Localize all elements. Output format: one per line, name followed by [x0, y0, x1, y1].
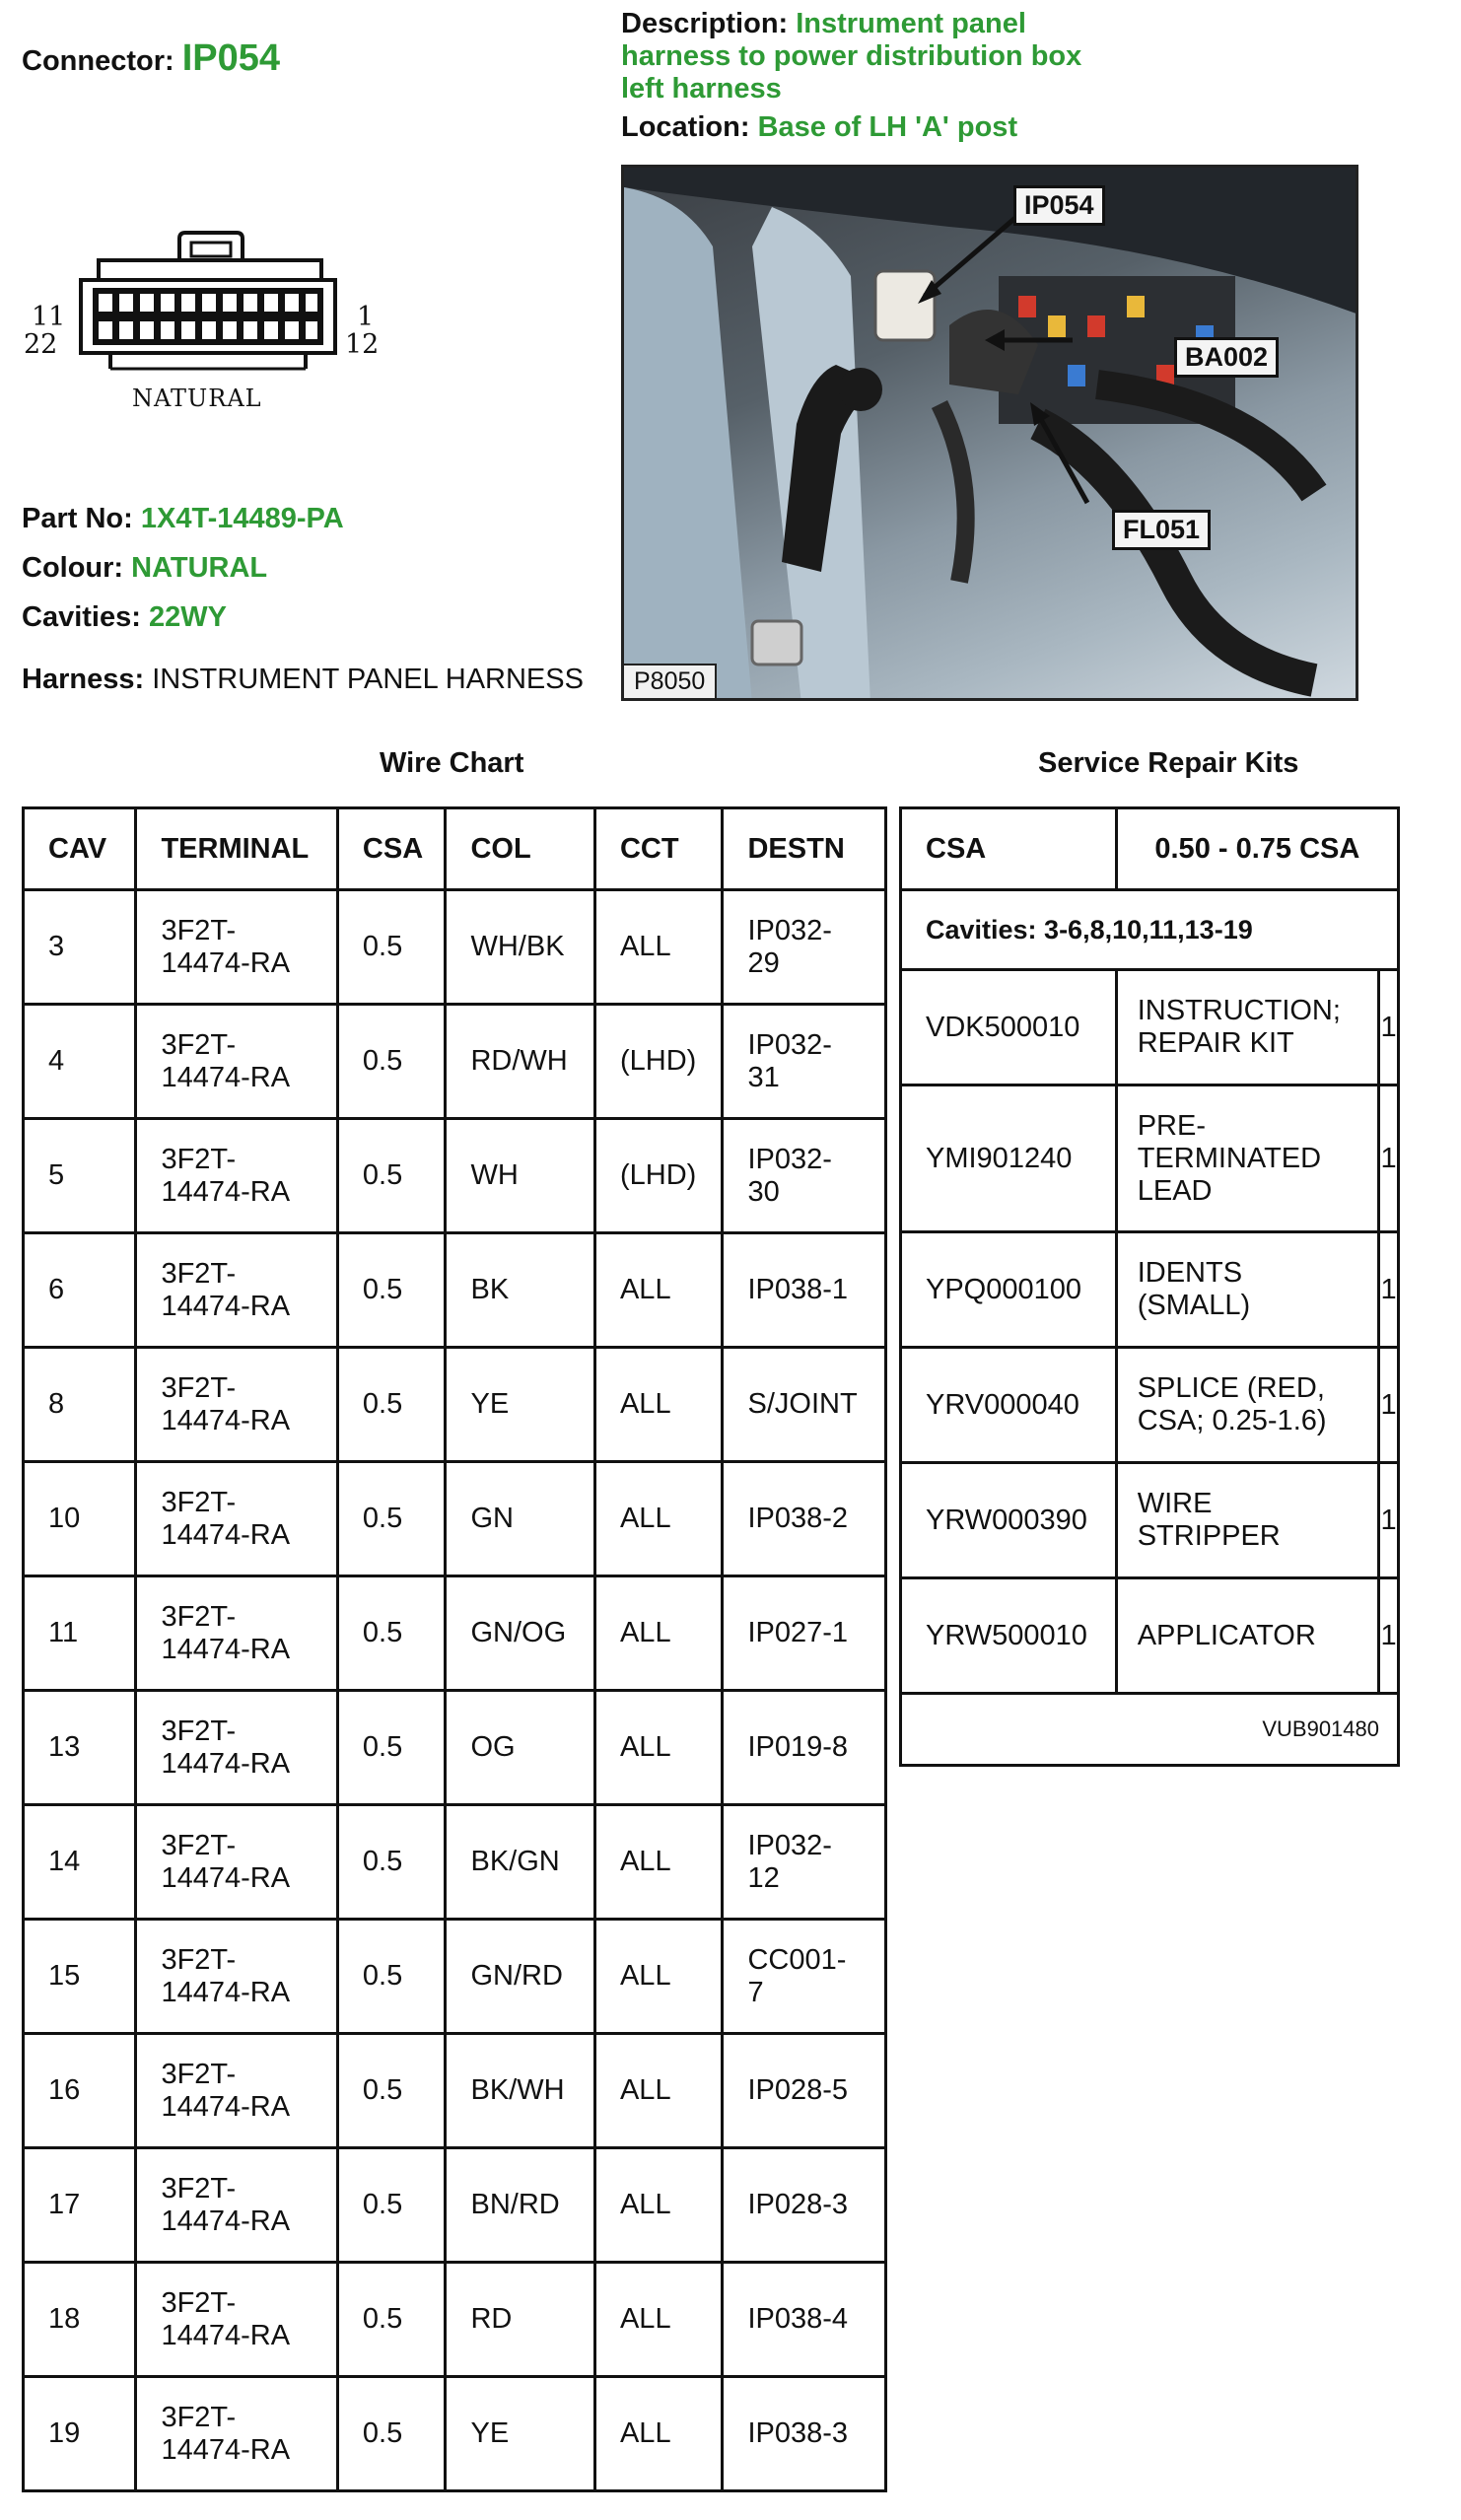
cell-cct: ALL: [594, 2034, 723, 2148]
colour-row: [22, 552, 267, 585]
description-block: [621, 8, 1370, 144]
list-item: [901, 1085, 1399, 1232]
table-row: [24, 2148, 886, 2263]
col-header-cct: CCT: [594, 808, 723, 890]
cell-terminal: [136, 2377, 337, 2491]
kit-qty: 1: [1379, 1085, 1399, 1232]
cell-cct: ALL: [594, 1576, 723, 1691]
kit-description-line: (SMALL): [1137, 1290, 1251, 1321]
kit-code: YMI901240: [901, 1085, 1117, 1232]
cell-cct: ALL: [594, 2148, 723, 2263]
cell-cav: 13: [24, 1691, 136, 1805]
list-item: [901, 1463, 1399, 1578]
harness-label: Harness:: [22, 664, 145, 695]
cell-col: WH: [446, 1119, 594, 1233]
description-label: Description:: [621, 8, 789, 39]
cell-cav: 17: [24, 2148, 136, 2263]
part-no-label: Part No:: [22, 503, 133, 534]
cell-destn: [723, 2263, 886, 2377]
kit-description-line: SPLICE (RED,: [1137, 1372, 1325, 1404]
cell-destn-line: IP038-2: [747, 1503, 849, 1534]
cell-terminal: [136, 1005, 337, 1119]
col-header-destn: DESTN: [723, 808, 886, 890]
cell-csa: 0.5: [337, 2148, 446, 2263]
cell-cct: ALL: [594, 2377, 723, 2491]
cell-csa: 0.5: [337, 1348, 446, 1462]
kit-qty: 1: [1379, 1578, 1399, 1694]
cell-col: BN/RD: [446, 2148, 594, 2263]
description-line-2: harness to power distribution box: [621, 40, 1082, 72]
cell-csa: 0.5: [337, 1005, 446, 1119]
cell-terminal: [136, 1576, 337, 1691]
col-header-cav: CAV: [24, 808, 136, 890]
cell-terminal-line: 3F2T-: [161, 2401, 237, 2433]
pin-label-12: 12: [345, 329, 380, 360]
cell-cav: 15: [24, 1920, 136, 2034]
cell-terminal-line: 3F2T-: [161, 1486, 237, 1518]
cell-terminal-line: 14474-RA: [161, 1861, 291, 1894]
cell-col: YE: [446, 2377, 594, 2491]
cell-terminal-line: 3F2T-: [161, 1829, 237, 1861]
photo-illustration: [624, 168, 1358, 701]
kit-qty: 1: [1379, 1463, 1399, 1578]
cell-terminal-line: 14474-RA: [161, 1061, 291, 1093]
kit-description-line: CSA; 0.25-1.6): [1137, 1405, 1327, 1436]
location-label: Location:: [621, 111, 750, 143]
cavities-value: 22WY: [148, 601, 227, 633]
cell-terminal-line: 14474-RA: [161, 1518, 291, 1551]
pin-label-11: 11: [32, 302, 66, 332]
table-row: [24, 1462, 886, 1576]
table-row: [24, 1920, 886, 2034]
cell-csa: 0.5: [337, 1691, 446, 1805]
cell-terminal-line: 3F2T-: [161, 2286, 237, 2319]
kit-description: [1116, 1463, 1378, 1578]
cell-destn-line: 30: [747, 1175, 780, 1208]
cell-cct: ALL: [594, 1805, 723, 1920]
cell-destn-line: IP019-8: [747, 1731, 849, 1763]
kit-description-line: LEAD: [1137, 1174, 1213, 1207]
kit-code: VDK500010: [901, 970, 1117, 1085]
cell-csa: 0.5: [337, 2263, 446, 2377]
description-line-1: Instrument panel: [796, 8, 1026, 39]
connector-heading: [22, 37, 280, 80]
harness-value: INSTRUMENT PANEL HARNESS: [152, 664, 584, 695]
kit-qty: 1: [1379, 1348, 1399, 1463]
cell-destn-line: 12: [747, 1861, 780, 1894]
cell-cav: 11: [24, 1576, 136, 1691]
kit-csa-label: CSA: [901, 808, 1117, 890]
cell-terminal-line: 14474-RA: [161, 946, 291, 979]
cell-destn-line: IP032-: [747, 1028, 832, 1061]
table-row: [24, 1576, 886, 1691]
location-photo: [621, 165, 1358, 701]
cell-destn-line: IP032-: [747, 914, 832, 946]
table-row: [24, 2034, 886, 2148]
cell-destn-line: 31: [747, 1061, 780, 1093]
kit-description-line: IDENTS: [1137, 1257, 1243, 1289]
kit-description: [1116, 1578, 1378, 1694]
cell-destn: [723, 2377, 886, 2491]
cell-cct: ALL: [594, 1233, 723, 1348]
kit-footer-row: [901, 1694, 1399, 1766]
kit-csa-value: 0.50 - 0.75 CSA: [1116, 808, 1398, 890]
pin-label-1: 1: [357, 302, 375, 332]
table-row: [24, 1005, 886, 1119]
cell-col: GN/RD: [446, 1920, 594, 2034]
cell-terminal-line: 14474-RA: [161, 1290, 291, 1322]
pin-label-22: 22: [24, 329, 58, 360]
table-row: [24, 2263, 886, 2377]
cell-cct: ALL: [594, 1348, 723, 1462]
col-header-col: COL: [446, 808, 594, 890]
cell-cav: 16: [24, 2034, 136, 2148]
kit-cavities-row: [901, 890, 1399, 970]
part-no-value: 1X4T-14489-PA: [140, 503, 344, 534]
harness-row: [22, 664, 584, 696]
cell-terminal-line: 3F2T-: [161, 1600, 237, 1633]
cell-terminal-line: 3F2T-: [161, 1257, 237, 1290]
cell-cct: ALL: [594, 1691, 723, 1805]
cell-terminal-line: 14474-RA: [161, 2090, 291, 2123]
kit-qty: 1: [1379, 970, 1399, 1085]
cell-terminal: [136, 1805, 337, 1920]
kit-code: YPQ000100: [901, 1232, 1117, 1348]
cell-destn: [723, 2034, 886, 2148]
kit-description: [1116, 1085, 1378, 1232]
cell-destn-line: IP038-4: [747, 2303, 849, 2335]
cell-destn: [723, 1462, 886, 1576]
cell-terminal-line: 3F2T-: [161, 2058, 237, 2090]
cell-destn: [723, 1920, 886, 2034]
cavities-label: Cavities:: [22, 601, 141, 633]
kit-description: [1116, 1348, 1378, 1463]
cell-csa: 0.5: [337, 1576, 446, 1691]
cell-col: RD/WH: [446, 1005, 594, 1119]
cell-col: YE: [446, 1348, 594, 1462]
cell-cav: 6: [24, 1233, 136, 1348]
cell-destn: [723, 1805, 886, 1920]
connector-label: Connector:: [22, 45, 174, 77]
kit-footer-code: VUB901480: [901, 1694, 1399, 1766]
table-row: [24, 890, 886, 1005]
wire-chart-title: Wire Chart: [380, 747, 524, 779]
list-item: [901, 1232, 1399, 1348]
cell-cav: 8: [24, 1348, 136, 1462]
cell-csa: 0.5: [337, 2034, 446, 2148]
cell-destn-line: IP032-: [747, 1143, 832, 1175]
cell-cav: 19: [24, 2377, 136, 2491]
repair-kits-table: [899, 806, 1400, 1767]
cell-cct: (LHD): [594, 1005, 723, 1119]
cell-destn-line: IP027-1: [747, 1617, 849, 1648]
table-row: [24, 1805, 886, 1920]
cell-terminal-line: 3F2T-: [161, 914, 237, 946]
cell-terminal-line: 3F2T-: [161, 1715, 237, 1747]
cell-terminal: [136, 1691, 337, 1805]
cell-terminal-line: 3F2T-: [161, 1371, 237, 1404]
cell-cct: ALL: [594, 1462, 723, 1576]
connector-colour-caption: NATURAL: [132, 385, 262, 412]
kit-description: [1116, 970, 1378, 1085]
kit-description-line: REPAIR KIT: [1137, 1027, 1294, 1059]
cell-terminal: [136, 1462, 337, 1576]
colour-value: NATURAL: [131, 552, 268, 584]
cell-terminal-line: 3F2T-: [161, 2172, 237, 2205]
description-line-3: left harness: [621, 73, 782, 105]
cell-col: BK: [446, 1233, 594, 1348]
cell-csa: 0.5: [337, 1233, 446, 1348]
cell-terminal: [136, 1119, 337, 1233]
photo-callout-ba002: BA002: [1174, 337, 1279, 378]
table-row: [24, 1119, 886, 1233]
table-row: [24, 1348, 886, 1462]
kit-code: YRW000390: [901, 1463, 1117, 1578]
cell-cav: 14: [24, 1805, 136, 1920]
cell-col: BK/GN: [446, 1805, 594, 1920]
cell-col: OG: [446, 1691, 594, 1805]
kit-description-line: INSTRUCTION;: [1137, 995, 1341, 1026]
kit-description-line: WIRE: [1137, 1488, 1213, 1519]
cell-terminal-line: 3F2T-: [161, 1028, 237, 1061]
table-row: [24, 1233, 886, 1348]
colour-label: Colour:: [22, 552, 124, 584]
cell-csa: 0.5: [337, 2377, 446, 2491]
cell-destn: [723, 890, 886, 1005]
cell-terminal-line: 14474-RA: [161, 1633, 291, 1665]
cell-terminal: [136, 890, 337, 1005]
wire-chart-table: [22, 806, 887, 2492]
kit-description: [1116, 1232, 1378, 1348]
list-item: [901, 1578, 1399, 1694]
col-header-terminal: TERMINAL: [136, 808, 337, 890]
cell-terminal: [136, 2148, 337, 2263]
cell-terminal-line: 14474-RA: [161, 1747, 291, 1780]
cell-col: BK/WH: [446, 2034, 594, 2148]
cell-destn-line: IP028-3: [747, 2189, 849, 2220]
photo-callout-ip054: IP054: [1013, 185, 1105, 226]
cell-destn-line: IP028-5: [747, 2074, 849, 2106]
cell-terminal-line: 14474-RA: [161, 2433, 291, 2466]
cell-destn: [723, 1348, 886, 1462]
cell-destn-line: 7: [747, 1976, 764, 2008]
cell-terminal-line: 3F2T-: [161, 1143, 237, 1175]
cell-terminal-line: 14474-RA: [161, 2319, 291, 2351]
wire-chart-body: [24, 890, 886, 2491]
cell-cct: (LHD): [594, 1119, 723, 1233]
cell-destn: [723, 1119, 886, 1233]
cell-terminal: [136, 1233, 337, 1348]
repair-kits-title: Service Repair Kits: [1038, 747, 1299, 779]
cell-terminal-line: 14474-RA: [161, 2205, 291, 2237]
cell-destn-line: 29: [747, 946, 780, 979]
cell-csa: 0.5: [337, 890, 446, 1005]
repair-kits-body: [901, 808, 1399, 1766]
kit-csa-row: [901, 808, 1399, 890]
cell-destn: [723, 1576, 886, 1691]
connector-diagram: [22, 227, 380, 424]
cell-destn-line: IP038-1: [747, 1274, 849, 1305]
cell-csa: 0.5: [337, 1920, 446, 2034]
kit-description-line: PRE-: [1137, 1109, 1207, 1142]
cell-terminal-line: 14474-RA: [161, 1976, 291, 2008]
cell-csa: 0.5: [337, 1805, 446, 1920]
connector-id: IP054: [181, 37, 281, 79]
cell-csa: 0.5: [337, 1119, 446, 1233]
cell-col: GN/OG: [446, 1576, 594, 1691]
cell-cct: ALL: [594, 1920, 723, 2034]
cell-cct: ALL: [594, 2263, 723, 2377]
cell-terminal-line: 14474-RA: [161, 1175, 291, 1208]
cell-terminal-line: 3F2T-: [161, 1943, 237, 1976]
cell-col: WH/BK: [446, 890, 594, 1005]
cell-destn-line: IP032-: [747, 1829, 832, 1861]
cell-destn: [723, 1005, 886, 1119]
table-row: [24, 2377, 886, 2491]
cell-cav: 5: [24, 1119, 136, 1233]
kit-qty: 1: [1379, 1232, 1399, 1348]
cell-csa: 0.5: [337, 1462, 446, 1576]
part-no-row: [22, 503, 344, 535]
cell-destn-line: IP038-3: [747, 2417, 849, 2449]
kit-description-line: APPLICATOR: [1137, 1619, 1316, 1651]
cavities-row: [22, 601, 227, 634]
list-item: [901, 1348, 1399, 1463]
col-header-csa: CSA: [337, 808, 446, 890]
table-row: [24, 1691, 886, 1805]
cell-destn: [723, 2148, 886, 2263]
cell-terminal: [136, 1348, 337, 1462]
cell-cav: 18: [24, 2263, 136, 2377]
cell-terminal-line: 14474-RA: [161, 1404, 291, 1436]
kit-code: YRV000040: [901, 1348, 1117, 1463]
cell-cct: ALL: [594, 890, 723, 1005]
cell-destn-line: S/JOINT: [747, 1388, 858, 1420]
cell-terminal: [136, 2034, 337, 2148]
cell-destn: [723, 1233, 886, 1348]
list-item: [901, 970, 1399, 1085]
cell-destn-line: CC001-: [747, 1943, 847, 1976]
photo-callout-fl051: FL051: [1112, 510, 1211, 550]
wire-chart-header-row: [24, 808, 886, 890]
kit-cavities: Cavities: 3-6,8,10,11,13-19: [901, 890, 1399, 970]
photo-code: P8050: [624, 664, 717, 698]
connector-face-icon: [71, 231, 337, 379]
cell-col: GN: [446, 1462, 594, 1576]
kit-description-line: STRIPPER: [1137, 1520, 1281, 1552]
cell-cav: 3: [24, 890, 136, 1005]
location-value: Base of LH 'A' post: [757, 111, 1018, 143]
cell-cav: 10: [24, 1462, 136, 1576]
cell-cav: 4: [24, 1005, 136, 1119]
cell-terminal: [136, 1920, 337, 2034]
cell-terminal: [136, 2263, 337, 2377]
cell-col: RD: [446, 2263, 594, 2377]
kit-description-line: TERMINATED: [1137, 1142, 1322, 1174]
kit-code: YRW500010: [901, 1578, 1117, 1694]
cell-destn: [723, 1691, 886, 1805]
